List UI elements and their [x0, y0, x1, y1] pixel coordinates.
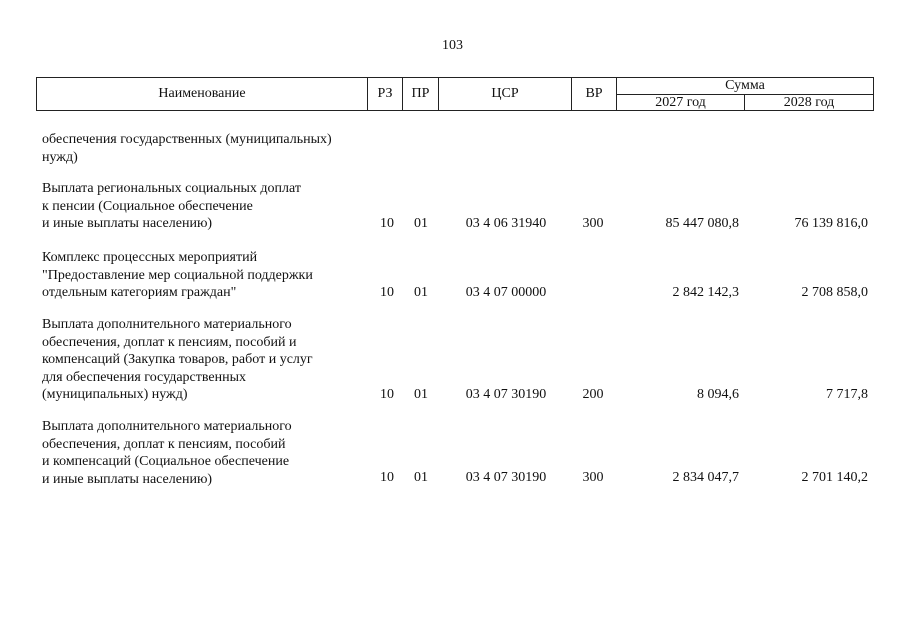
page-number: 103 [442, 38, 463, 53]
row-rz: 10 [380, 285, 394, 300]
row-sum-2028: 2 708 858,0 [801, 285, 868, 300]
row-sum-2028: 2 701 140,2 [801, 470, 868, 485]
row-sum-2027: 2 834 047,7 [672, 470, 739, 485]
row-pr: 01 [414, 470, 428, 485]
row-sum-2028: 76 139 816,0 [794, 216, 868, 231]
row-name: Выплата дополнительного материального обеспечения, доплат к пенсиям, пособий и компенсаций (Социальное обеспечение и иные выплаты населению) [42, 419, 292, 487]
row-csr: 03 4 06 31940 [465, 216, 547, 231]
row-sum-2027: 8 094,6 [697, 387, 739, 402]
header-pr: ПР [403, 78, 439, 110]
row-name: Выплата дополнительного материального обеспечения, доплат к пенсиям, пособий и компенсаций (Закупка товаров, работ и услуг для обеспечения государственных (муниципальных) нужд) [42, 317, 313, 402]
row-pr: 01 [414, 387, 428, 402]
header-year-2027: 2027 год [617, 95, 745, 110]
header-csr: ЦСР [439, 78, 572, 110]
row-pr: 01 [414, 285, 428, 300]
header-rz: РЗ [368, 78, 403, 110]
row-sum-2028: 7 717,8 [826, 387, 868, 402]
header-sum-group [617, 78, 873, 110]
row-name: Выплата региональных социальных доплат к пенсии (Социальное обеспечение и иные выплаты населению) [42, 181, 301, 231]
header-sum: Сумма [617, 78, 873, 95]
row-vr: 300 [582, 470, 604, 485]
row-name: Комплекс процессных мероприятий "Предоставление мер социальной поддержки отдельным категориям граждан" [42, 250, 313, 300]
row-rz: 10 [380, 470, 394, 485]
table-header [36, 77, 874, 111]
header-year-2028: 2028 год [783, 94, 835, 110]
header-name: Наименование [37, 78, 368, 110]
row-sum-2027: 85 447 080,8 [665, 216, 739, 231]
row-pr: 01 [414, 216, 428, 231]
row-csr: 03 4 07 30190 [465, 470, 547, 485]
row-rz: 10 [380, 387, 394, 402]
row-vr: 200 [582, 387, 604, 402]
header-vr: ВР [572, 78, 617, 110]
row-sum-2027: 2 842 142,3 [672, 285, 739, 300]
row-name: обеспечения государственных (муниципальных) нужд) [42, 132, 332, 165]
row-csr: 03 4 07 30190 [465, 387, 547, 402]
row-rz: 10 [380, 216, 394, 231]
row-csr: 03 4 07 00000 [465, 285, 547, 300]
row-vr: 300 [582, 216, 604, 231]
